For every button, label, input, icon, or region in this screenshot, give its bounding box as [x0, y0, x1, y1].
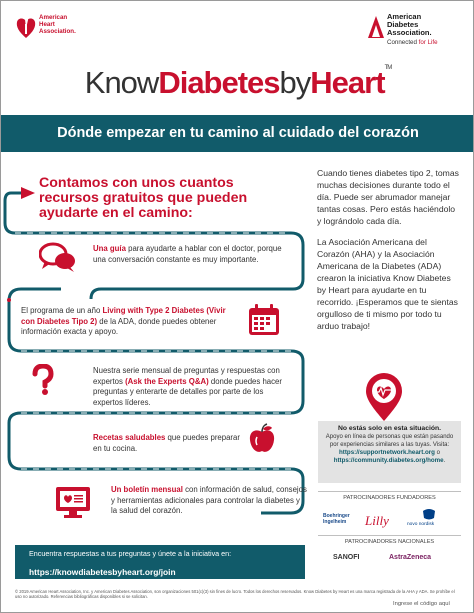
resource-item-recipes: Recetas saludables que puedes preparar en tu cocina. — [93, 433, 240, 453]
aha-logo-text: American Heart Association. — [39, 14, 76, 35]
support-text: No estás solo en esta situación. Apoyo en línea de personas que están pasando por experiencias similares a las tuyas. Visita: https://supportnetwork.heart.org o https://community.diabetes.org/home. — [325, 425, 454, 464]
resource-item-newsletter: Un boletín mensual con información de salud, consejos y herramientas adicionales para controlar la diabetes y la salud del corazón. — [111, 485, 307, 515]
calendar-icon — [247, 303, 281, 337]
resource-item-guide: Una guía para ayudarte a hablar con el doctor, porque una conversación constante es muy importante. — [93, 244, 282, 264]
national-sponsors-label: PATROCINADORES NACIONALES — [344, 539, 435, 545]
sponsor-astrazeneca: AstraZeneca — [389, 554, 432, 561]
join-text: Encuentra respuestas a tus preguntas y únete a la iniciativa en: — [29, 549, 232, 558]
ada-tagline: Connected for Life — [387, 39, 438, 46]
apple-icon — [247, 423, 277, 455]
lead-heading: Contamos con unos cuantos recursos gratuitos que pueden ayudarte en el camino: — [39, 175, 248, 221]
join-link[interactable]: https://knowdiabetesbyheart.org/join — [29, 567, 176, 577]
intro-text — [317, 167, 461, 341]
intro-paragraph-1: Cuando tienes diabetes tipo 2, tomas muchas decisiones durante todo el día. Puede ser abrumador manejar tantas cosas. Pero estás haciéndolo y lográndolo cada día. — [317, 168, 459, 226]
founding-sponsors-label: PATROCINADORES FUNDADORES — [343, 495, 436, 501]
intro-paragraph-2: La Asociación Americana del Corazón (AHA) y la Asociación Americana de la Diabetes (ADA) crearon la iniciativa Know Diabetes by Heart para ayudarte en tu recorrido. ¡Esperamos que te sientas orgulloso de ti mismo por todo tu arduo trabajo! — [317, 237, 458, 331]
location-pin-heart-icon — [358, 371, 410, 423]
sponsor-sanofi: SANOFI — [333, 554, 360, 561]
legal-text: © 2019 American Heart Association, Inc. y American Diabetes Association, son organizaciones 501(c)(3) sin fines de lucro. Todos los derechos reservados. Know Diabetes by Heart es una marca registrada de la AHA y ADA. Se prohíbe el uso no autorizado. Referencias bibliográficas disponibles si se solicitan. — [15, 589, 455, 599]
support-link-heart[interactable]: https://supportnetwork.heart.org — [339, 449, 435, 456]
question-mark-icon — [31, 364, 55, 396]
sponsor-novo: novo nordisk — [407, 522, 435, 527]
divider — [318, 535, 461, 536]
resource-item-program: El programa de un año Living with Type 2 Diabetes (Vivir con Diabetes Tipo 2) de la ADA, donde puedes obtener información exacta y apoyo. — [21, 306, 226, 336]
support-link-diabetes[interactable]: https://community.diabetes.org/home — [333, 457, 444, 464]
ada-triangle-icon — [367, 15, 385, 39]
sponsor-boehringer: Boehringer Ingelheim — [323, 513, 350, 525]
sponsor-lilly: Lilly — [365, 513, 389, 528]
apis-bull-icon — [421, 506, 437, 522]
brand-wordmark: KnowDiabetesbyHeart™ — [84, 65, 392, 100]
ada-logo-text: American Diabetes Association. — [387, 12, 432, 37]
aha-heart-torch-icon — [15, 14, 37, 40]
laptop-heart-icon — [53, 485, 93, 519]
speech-bubbles-icon — [39, 241, 77, 273]
banner-title: Dónde empezar en tu camino al cuidado del corazón — [57, 125, 419, 141]
resource-item-experts: Nuestra serie mensual de preguntas y respuestas con expertos (Ask the Experts Q&A) donde puedes hacer preguntas y enterarte de detalles por parte de los expertos líderes. — [93, 366, 282, 407]
divider — [318, 491, 461, 492]
code-entry-label: Ingrese el código aquí — [393, 601, 451, 607]
